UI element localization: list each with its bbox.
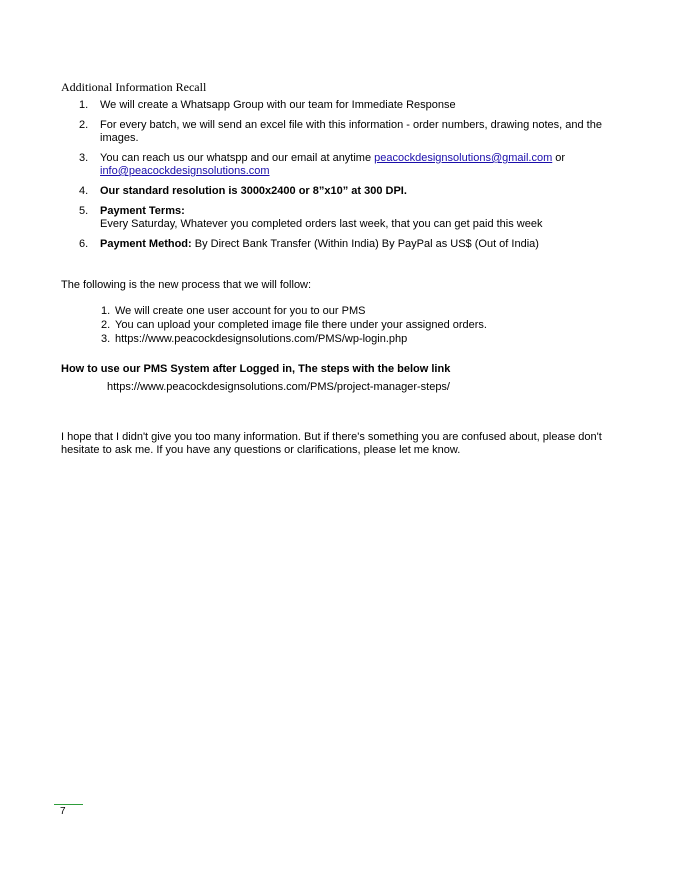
list-item — [101, 305, 601, 318]
list-item — [61, 238, 621, 251]
list-item — [101, 319, 601, 332]
list-number: 3. — [79, 152, 89, 164]
footer-rule — [54, 804, 83, 805]
list-item — [61, 205, 621, 231]
list-number: 1. — [79, 99, 89, 111]
list-number: 5. — [79, 205, 89, 217]
closing-paragraph: I hope that I didn't give you too many information. But if there's something you are confused about, please don't hesitate to ask me. If you have any questions or clarifications, please let me know. — [61, 431, 602, 456]
list-item-text: For every batch, we will send an excel file with this information - order numbers, drawing notes, and the images. — [100, 119, 602, 144]
process-list — [101, 305, 601, 347]
section-heading: Additional Information Recall — [61, 80, 207, 94]
list-item — [61, 119, 621, 145]
page-number: 7 — [60, 806, 66, 817]
list-number: 1. — [101, 305, 111, 317]
list-item — [61, 99, 621, 112]
payment-terms-text: Every Saturday, Whatever you completed orders last week, that you can get paid this week — [100, 218, 543, 230]
list-item — [61, 152, 621, 178]
pms-heading: How to use our PMS System after Logged in, The steps with the below link — [61, 363, 451, 375]
info-email-link[interactable]: info@peacockdesignsolutions.com — [100, 165, 270, 177]
list-number: 3. — [101, 333, 111, 345]
resolution-text: Our standard resolution is 3000x2400 or 8”x10” at 300 DPI. — [100, 185, 407, 197]
list-item — [61, 185, 621, 198]
process-intro: The following is the new process that we will follow: — [61, 279, 312, 291]
payment-method-text: By Direct Bank Transfer (Within India) By PayPal as US$ (Out of India) — [191, 238, 539, 250]
payment-method-label: Payment Method: — [100, 238, 192, 250]
list-item-text: or — [552, 152, 566, 164]
list-number: 2. — [101, 319, 111, 331]
list-item-text: You can reach us our whatspp and our email at anytime — [100, 152, 375, 164]
payment-terms-label: Payment Terms: — [100, 205, 185, 217]
list-item-text: We will create one user account for you to our PMS — [115, 305, 366, 317]
info-list — [61, 99, 621, 258]
gmail-email-link[interactable]: peacockdesignsolutions@gmail.com — [374, 152, 553, 164]
list-item-text: You can upload your completed image file there under your assigned orders. — [115, 319, 487, 331]
pms-steps-url: https://www.peacockdesignsolutions.com/PMS/project-manager-steps/ — [107, 381, 450, 393]
list-item — [101, 333, 601, 346]
list-number: 4. — [79, 185, 89, 197]
list-item-text: We will create a Whatsapp Group with our team for Immediate Response — [100, 99, 456, 111]
list-number: 6. — [79, 238, 89, 250]
list-number: 2. — [79, 119, 89, 131]
login-url-text: https://www.peacockdesignsolutions.com/PMS/wp-login.php — [115, 333, 408, 345]
